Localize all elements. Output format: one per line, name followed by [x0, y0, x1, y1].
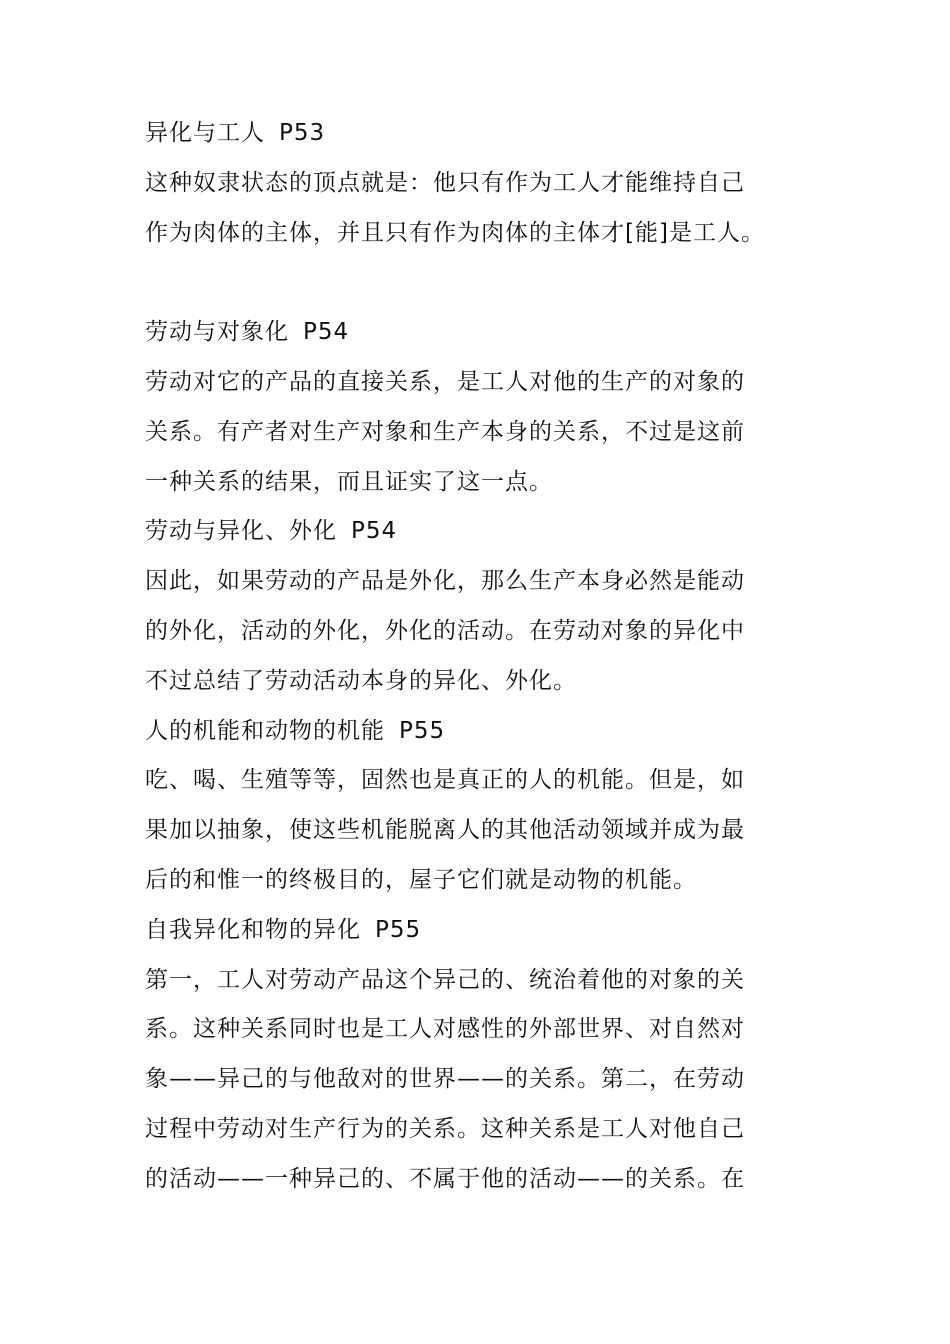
text-line: 的外化，活动的外化，外化的活动。在劳动对象的异化中 [145, 617, 745, 644]
text-line: 一种关系的结果，而且证实了这一点。 [145, 468, 553, 495]
page-reference: P55 [399, 717, 446, 744]
section-title: 劳动与异化、外化 [145, 518, 337, 545]
page-reference: P54 [303, 319, 350, 346]
page-reference: P53 [279, 120, 326, 146]
text-line: 的活动——一种异己的、不属于他的活动——的关系。在 [145, 1165, 745, 1192]
section [145, 707, 795, 906]
text-line: 因此，如果劳动的产品是外化，那么生产本身必然是能动 [145, 568, 745, 595]
text-line: 过程中劳动对生产行为的关系。这种关系是工人对他自己 [145, 1115, 745, 1142]
text-line: 果加以抽象，使这些机能脱离人的其他活动领域并成为最 [145, 817, 745, 844]
section [145, 109, 795, 258]
text-line: 后的和惟一的终极目的，屋子它们就是动物的机能。 [145, 866, 697, 893]
page-reference: P55 [375, 916, 422, 943]
section-title: 劳动与对象化 [145, 319, 289, 346]
section [145, 507, 795, 706]
text-line: 不过总结了劳动活动本身的异化、外化。 [145, 667, 577, 694]
section-heading [145, 109, 795, 159]
section-title: 自我异化和物的异化 [145, 916, 361, 943]
document-page [145, 109, 795, 1205]
text-line: 作为肉体的主体，并且只有作为肉体的主体才[能]是工人。 [145, 219, 765, 246]
section-title: 人的机能和动物的机能 [145, 717, 385, 744]
section-title: 异化与工人 [145, 120, 265, 146]
text-line: 劳动对它的产品的直接关系，是工人对他的生产的对象的 [145, 368, 745, 395]
section-heading [145, 906, 795, 956]
text-line: 象——异己的与他敌对的世界——的关系。第二，在劳动 [145, 1066, 745, 1093]
text-line: 这种奴隶状态的顶点就是：他只有作为工人才能维持自己 [145, 169, 745, 196]
text-line: 系。这种关系同时也是工人对感性的外部世界、对自然对 [145, 1016, 745, 1043]
text-line: 吃、喝、生殖等等，固然也是真正的人的机能。但是，如 [145, 767, 745, 794]
text-line: 关系。有产者对生产对象和生产本身的关系，不过是这前 [145, 418, 745, 445]
section [145, 308, 795, 507]
text-line: 第一，工人对劳动产品这个异己的、统治着他的对象的关 [145, 966, 745, 993]
blank-line [145, 258, 795, 308]
section-heading [145, 507, 795, 557]
page-reference: P54 [351, 518, 398, 545]
section [145, 906, 795, 1205]
section-heading [145, 707, 795, 757]
section-heading [145, 308, 795, 358]
